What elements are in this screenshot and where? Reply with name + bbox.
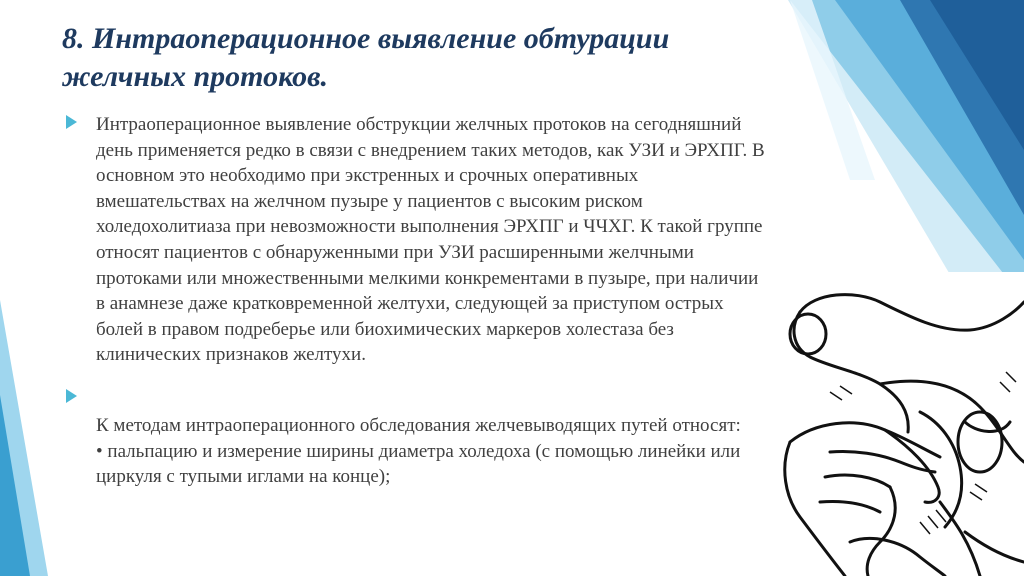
paragraph-1: Интраоперационное выявление обструкции желчных протоков на сегодняшний день применяется редко в связи с внедрением таких методов, как УЗИ и ЭРХПГ. В основном это необходимо при экстренных и срочных оперативных вмешательствах на желчном пузыре у пациентов с высоким риском холедохолитиаза при невозможности выполнения ЭРХПГ и ЧЧХГ. К такой группе относят пациентов с обнаруженными при УЗИ расширенными желчными протоками или множественными мелкими конкрементами в пузыре, при наличии в анамнезе даже кратковременной желтухи, следующей за приступом острых болей в правом подреберье или биохимических маркеров холестаза без клинических признаков желтухи.: [96, 114, 765, 366]
paragraph-2: [62, 413, 772, 490]
bullet-item-1: [62, 112, 772, 368]
slide-title: 8. Интраоперационное выявление обтурации желчных протоков.: [62, 22, 670, 93]
hand-palpation-illustration: [770, 272, 1024, 576]
bullet-item-2: [62, 386, 772, 408]
triangle-right-icon: [66, 389, 77, 403]
paragraph-2-line-1: К методам интраоперационного обследования желчевыводящих путей относят:: [96, 414, 741, 436]
triangle-right-icon: [66, 115, 77, 129]
content-area: [62, 112, 772, 490]
paragraph-2-line-2: • пальпацию и измерение ширины диаметра холедоха (с помощью линейки или циркуля с тупыми иглами на конце);: [96, 440, 741, 488]
